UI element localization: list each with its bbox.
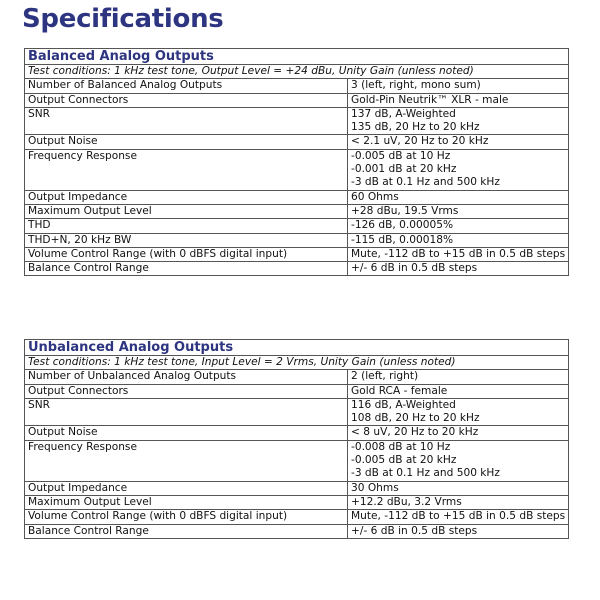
spec-value-line: -0.008 dB at 10 Hz bbox=[351, 440, 451, 453]
spec-label: Output Connectors bbox=[25, 384, 348, 398]
spec-label: Volume Control Range (with 0 dBFS digital input) bbox=[25, 510, 348, 524]
spec-value-line: -0.005 dB at 20 kHz bbox=[351, 454, 457, 467]
spec-value bbox=[348, 510, 569, 524]
spec-table-balanced bbox=[24, 48, 569, 276]
spec-value-line: 108 dB, 20 Hz to 20 kHz bbox=[351, 412, 480, 425]
spec-value bbox=[348, 190, 569, 204]
spec-value bbox=[348, 426, 569, 440]
section-title: Balanced Analog Outputs bbox=[28, 49, 214, 64]
spec-value-line: +12.2 dBu, 3.2 Vrms bbox=[351, 495, 462, 508]
spec-value-line: 116 dB, A-Weighted bbox=[351, 398, 456, 411]
spec-value-line: +/- 6 dB in 0.5 dB steps bbox=[351, 262, 478, 275]
spec-label: SNR bbox=[25, 107, 348, 135]
spec-value-line: -3 dB at 0.1 Hz and 500 kHz bbox=[351, 467, 500, 480]
spec-value-line: -126 dB, 0.00005% bbox=[351, 219, 454, 232]
spec-value bbox=[348, 219, 569, 233]
spec-row bbox=[25, 524, 569, 538]
spec-value bbox=[348, 440, 569, 481]
spec-row bbox=[25, 93, 569, 107]
spec-value bbox=[348, 481, 569, 495]
spec-value-line: 135 dB, 20 Hz to 20 kHz bbox=[351, 121, 480, 134]
spec-value-line: -0.005 dB at 10 Hz bbox=[351, 149, 451, 162]
spec-value bbox=[348, 107, 569, 135]
spec-value-line: -3 dB at 0.1 Hz and 500 kHz bbox=[351, 176, 500, 189]
spec-value bbox=[348, 79, 569, 93]
spec-value-line: 137 dB, A-Weighted bbox=[351, 107, 456, 120]
test-conditions-row bbox=[25, 65, 569, 79]
spec-label: Output Connectors bbox=[25, 93, 348, 107]
spec-value bbox=[348, 149, 569, 190]
spec-row bbox=[25, 247, 569, 261]
spec-row bbox=[25, 149, 569, 190]
spec-label: Volume Control Range (with 0 dBFS digital input) bbox=[25, 247, 348, 261]
section-header bbox=[25, 49, 569, 65]
spec-value-line: Mute, -112 dB to +15 dB in 0.5 dB steps bbox=[351, 247, 566, 260]
spec-label: Output Impedance bbox=[25, 481, 348, 495]
spec-label: Output Noise bbox=[25, 426, 348, 440]
spec-label: Number of Balanced Analog Outputs bbox=[25, 79, 348, 93]
spec-label: Output Noise bbox=[25, 135, 348, 149]
spec-value bbox=[348, 135, 569, 149]
spec-value bbox=[348, 247, 569, 261]
spec-value-line: -0.001 dB at 20 kHz bbox=[351, 163, 457, 176]
spec-row bbox=[25, 219, 569, 233]
spec-label: Frequency Response bbox=[25, 149, 348, 190]
spec-label: Frequency Response bbox=[25, 440, 348, 481]
spec-row bbox=[25, 370, 569, 384]
spec-label: THD+N, 20 kHz BW bbox=[25, 233, 348, 247]
spec-label: Balance Control Range bbox=[25, 524, 348, 538]
spec-value-line: < 8 uV, 20 Hz to 20 kHz bbox=[351, 426, 479, 439]
spec-row bbox=[25, 135, 569, 149]
spec-value bbox=[348, 398, 569, 426]
spec-value-line: +/- 6 dB in 0.5 dB steps bbox=[351, 524, 478, 537]
test-conditions: Test conditions: 1 kHz test tone, Input Level = 2 Vrms, Unity Gain (unless noted) bbox=[25, 356, 569, 370]
spec-value bbox=[348, 370, 569, 384]
spec-row bbox=[25, 384, 569, 398]
test-conditions: Test conditions: 1 kHz test tone, Output Level = +24 dBu, Unity Gain (unless noted) bbox=[25, 65, 569, 79]
spec-label: Output Impedance bbox=[25, 190, 348, 204]
spec-row bbox=[25, 262, 569, 276]
spec-value-line: 60 Ohms bbox=[351, 190, 399, 203]
spec-row bbox=[25, 495, 569, 509]
spec-label: Balance Control Range bbox=[25, 262, 348, 276]
spec-value bbox=[348, 93, 569, 107]
spec-value-line: 30 Ohms bbox=[351, 481, 399, 494]
spec-label: THD bbox=[25, 219, 348, 233]
test-conditions-row bbox=[25, 356, 569, 370]
spec-label: Maximum Output Level bbox=[25, 495, 348, 509]
spec-row bbox=[25, 440, 569, 481]
spec-label: SNR bbox=[25, 398, 348, 426]
spec-row bbox=[25, 190, 569, 204]
spec-value-line: Gold RCA - female bbox=[351, 384, 448, 397]
spec-row bbox=[25, 481, 569, 495]
spec-value-line: Mute, -112 dB to +15 dB in 0.5 dB steps bbox=[351, 510, 566, 523]
section-header bbox=[25, 340, 569, 356]
spec-value bbox=[348, 384, 569, 398]
spec-value-line: Gold-Pin Neutrik™ XLR - male bbox=[351, 93, 509, 106]
spec-row bbox=[25, 398, 569, 426]
spec-row bbox=[25, 426, 569, 440]
page-title: Specifications bbox=[22, 4, 224, 34]
spec-label: Maximum Output Level bbox=[25, 204, 348, 218]
spec-value bbox=[348, 204, 569, 218]
spec-value-line: < 2.1 uV, 20 Hz to 20 kHz bbox=[351, 135, 489, 148]
spec-table-unbalanced bbox=[24, 339, 569, 539]
section-title: Unbalanced Analog Outputs bbox=[28, 340, 234, 355]
spec-value bbox=[348, 524, 569, 538]
spec-value bbox=[348, 495, 569, 509]
spec-row bbox=[25, 107, 569, 135]
spec-row bbox=[25, 204, 569, 218]
spec-row bbox=[25, 510, 569, 524]
spec-value bbox=[348, 233, 569, 247]
spec-label: Number of Unbalanced Analog Outputs bbox=[25, 370, 348, 384]
spec-value-line: 3 (left, right, mono sum) bbox=[351, 79, 481, 92]
spec-value-line: 2 (left, right) bbox=[351, 370, 419, 383]
spec-value bbox=[348, 262, 569, 276]
spec-row bbox=[25, 233, 569, 247]
spec-value-line: +28 dBu, 19.5 Vrms bbox=[351, 204, 459, 217]
spec-value-line: -115 dB, 0.00018% bbox=[351, 233, 454, 246]
spec-row bbox=[25, 79, 569, 93]
